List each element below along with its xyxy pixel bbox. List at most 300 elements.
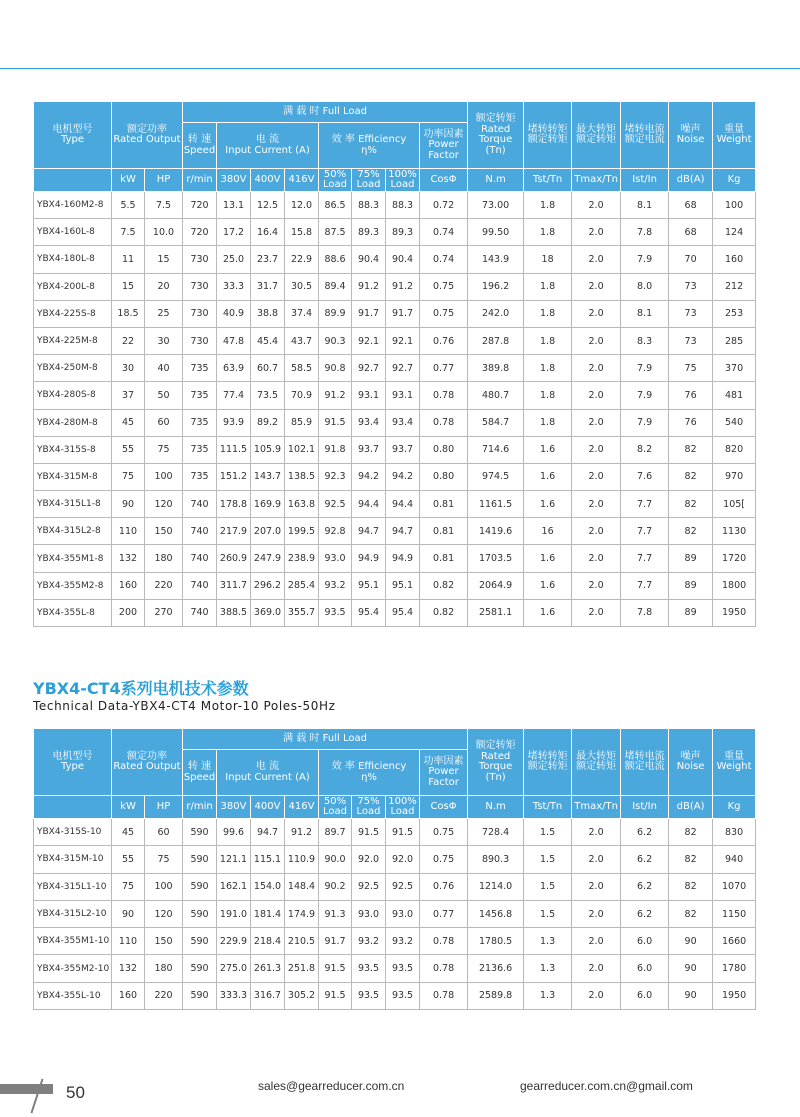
cell-model: YBX4-315M-10	[34, 846, 112, 873]
table-cell: 735	[183, 436, 217, 463]
cell-model: YBX4-355M2-8	[34, 572, 112, 599]
table-cell: 8.2	[621, 436, 669, 463]
table-cell: 590	[183, 819, 217, 846]
cell-model: YBX4-315S-8	[34, 436, 112, 463]
unit-hp: HP	[145, 169, 183, 192]
table-cell: 18.5	[112, 300, 145, 327]
table-cell: 2.0	[572, 382, 621, 409]
table-cell: 1950	[713, 982, 756, 1009]
unit-nm: N.m	[468, 796, 524, 819]
table-cell: 1800	[713, 572, 756, 599]
table-cell: 181.4	[251, 900, 285, 927]
table-cell: 89.7	[319, 819, 352, 846]
table-cell: 91.2	[285, 819, 319, 846]
table-cell: 94.2	[386, 463, 420, 490]
table-cell: 30.5	[285, 273, 319, 300]
table-cell: 73.5	[251, 382, 285, 409]
table-cell: 105[	[713, 491, 756, 518]
table-cell: 0.81	[420, 545, 468, 572]
table-cell: 0.77	[420, 900, 468, 927]
table-cell: 31.7	[251, 273, 285, 300]
table-cell: 180	[145, 955, 183, 982]
table-cell: 120	[145, 900, 183, 927]
table-cell: 199.5	[285, 518, 319, 545]
table-cell: 94.9	[386, 545, 420, 572]
header-max-torque: 最大转矩 额定转矩	[572, 729, 621, 796]
unit-ist: Ist/In	[621, 796, 669, 819]
table-cell: 95.1	[352, 572, 386, 599]
table-cell: 93.4	[352, 409, 386, 436]
table-cell: 2.0	[572, 819, 621, 846]
table-cell: 93.7	[386, 436, 420, 463]
table-row	[34, 192, 756, 219]
table-row	[34, 382, 756, 409]
table-cell: 2.0	[572, 873, 621, 900]
footer-bar	[0, 1084, 53, 1094]
table-cell: 1.8	[524, 219, 572, 246]
table-cell: 40	[145, 355, 183, 382]
table-cell: 0.82	[420, 572, 468, 599]
table-cell: 93.0	[352, 900, 386, 927]
table-cell: 70.9	[285, 382, 319, 409]
table-cell: 92.1	[352, 327, 386, 354]
table-cell: 220	[145, 982, 183, 1009]
table-cell: 68	[669, 192, 713, 219]
table-cell: 2.0	[572, 846, 621, 873]
table-cell: 75	[112, 463, 145, 490]
table-row	[34, 873, 756, 900]
table-cell: 88.3	[352, 192, 386, 219]
table-cell: 110.9	[285, 846, 319, 873]
unit-cos: CosΦ	[420, 169, 468, 192]
cell-model: YBX4-315L1-8	[34, 491, 112, 518]
table-cell: 8.0	[621, 273, 669, 300]
table-cell: 73.00	[468, 192, 524, 219]
header-rated-output: 额定功率 Rated Output	[112, 729, 183, 796]
unit-eff-75: 75% Load	[352, 169, 386, 192]
header-model: 电机型号 Type	[34, 729, 112, 796]
table-cell: 1.6	[524, 599, 572, 626]
table-cell: 100	[145, 463, 183, 490]
table-cell: 0.80	[420, 463, 468, 490]
table-cell: 90.8	[319, 355, 352, 382]
table-cell: 89	[669, 572, 713, 599]
table-cell: 11	[112, 246, 145, 273]
table-cell: 91.3	[319, 900, 352, 927]
cell-model: YBX4-355M1-8	[34, 545, 112, 572]
table-cell: 1.3	[524, 982, 572, 1009]
cell-model: YBX4-225M-8	[34, 327, 112, 354]
table-cell: 93.2	[319, 572, 352, 599]
table-cell: 2.0	[572, 491, 621, 518]
table-row	[34, 572, 756, 599]
table-cell: 2.0	[572, 409, 621, 436]
table-cell: 86.5	[319, 192, 352, 219]
table-cell: 1720	[713, 545, 756, 572]
table-cell: 178.8	[217, 491, 251, 518]
table-cell: 481	[713, 382, 756, 409]
table-cell: 15	[112, 273, 145, 300]
table-row	[34, 955, 756, 982]
table-cell: 90.3	[319, 327, 352, 354]
table-cell: 1.3	[524, 955, 572, 982]
header-speed: 转 速 Speed	[183, 750, 217, 796]
table-cell: 2.0	[572, 273, 621, 300]
table-cell: 590	[183, 873, 217, 900]
table-cell: 92.7	[352, 355, 386, 382]
table-cell: 94.2	[352, 463, 386, 490]
table-cell: 820	[713, 436, 756, 463]
table-cell: 94.9	[352, 545, 386, 572]
table-cell: 93.9	[217, 409, 251, 436]
table-cell: 0.78	[420, 982, 468, 1009]
table-cell: 169.9	[251, 491, 285, 518]
header-locked-torque: 堵转转矩 额定转矩	[524, 102, 572, 169]
table-cell: 370	[713, 355, 756, 382]
cell-model: YBX4-355L-8	[34, 599, 112, 626]
table-row	[34, 599, 756, 626]
table-cell: 30	[112, 355, 145, 382]
table-cell: 93.7	[352, 436, 386, 463]
table-cell: 20	[145, 273, 183, 300]
table-cell: 207.0	[251, 518, 285, 545]
table-cell: 730	[183, 273, 217, 300]
table-cell: 2.0	[572, 572, 621, 599]
table-row	[34, 409, 756, 436]
table-cell: 0.81	[420, 491, 468, 518]
table-cell: 45.4	[251, 327, 285, 354]
table-cell: 2064.9	[468, 572, 524, 599]
table-cell: 93.1	[386, 382, 420, 409]
table-cell: 2.0	[572, 928, 621, 955]
table-cell: 730	[183, 327, 217, 354]
table-cell: 92.3	[319, 463, 352, 490]
table-cell: 22	[112, 327, 145, 354]
table-cell: 95.4	[352, 599, 386, 626]
unit-ist: Ist/In	[621, 169, 669, 192]
table-row	[34, 545, 756, 572]
table-cell: 389.8	[468, 355, 524, 382]
table-cell: 91.5	[386, 819, 420, 846]
table-cell: 82	[669, 819, 713, 846]
table-cell: 735	[183, 355, 217, 382]
header-input-current: 电 流 Input Current (A)	[217, 123, 319, 169]
header-max-torque: 最大转矩 额定转矩	[572, 102, 621, 169]
unit-eff-100: 100% Load	[386, 796, 420, 819]
unit-kw: kW	[112, 169, 145, 192]
table-row	[34, 219, 756, 246]
table-cell: 7.5	[145, 192, 183, 219]
table-cell: 132	[112, 955, 145, 982]
table-cell: 8.3	[621, 327, 669, 354]
cell-model: YBX4-315L2-8	[34, 518, 112, 545]
unit-dba: dB(A)	[669, 796, 713, 819]
table-cell: 100	[145, 873, 183, 900]
table-cell: 8.1	[621, 300, 669, 327]
table-cell: 92.5	[319, 491, 352, 518]
table-cell: 110	[112, 518, 145, 545]
table-cell: 0.74	[420, 219, 468, 246]
table-cell: 94.7	[352, 518, 386, 545]
table-cell: 92.0	[386, 846, 420, 873]
table-cell: 1.8	[524, 409, 572, 436]
header-locked-current: 堵转电流 额定电流	[621, 729, 669, 796]
table-cell: 30	[145, 327, 183, 354]
table-row	[34, 436, 756, 463]
table-row	[34, 327, 756, 354]
table-cell: 1.8	[524, 355, 572, 382]
table-cell: 90.0	[319, 846, 352, 873]
table-cell: 1.6	[524, 572, 572, 599]
unit-tst: Tst/Tn	[524, 796, 572, 819]
table-cell: 180	[145, 545, 183, 572]
table-cell: 0.76	[420, 873, 468, 900]
table-cell: 210.5	[285, 928, 319, 955]
cell-model: YBX4-250M-8	[34, 355, 112, 382]
table-cell: 90	[669, 955, 713, 982]
spec-table-8-poles	[33, 101, 756, 627]
section-subtitle: Technical Data-YBX4-CT4 Motor-10 Poles-50Hz	[33, 699, 336, 713]
table-cell: 110	[112, 928, 145, 955]
table-cell: 43.7	[285, 327, 319, 354]
table-cell: 17.2	[217, 219, 251, 246]
table-cell: 73	[669, 300, 713, 327]
header-rated-output: 额定功率 Rated Output	[112, 102, 183, 169]
table-cell: 68	[669, 219, 713, 246]
table-cell: 2581.1	[468, 599, 524, 626]
header-input-current: 电 流 Input Current (A)	[217, 750, 319, 796]
table-cell: 45	[112, 819, 145, 846]
header-weight: 重量 Weight	[713, 102, 756, 169]
table-cell: 730	[183, 300, 217, 327]
table-cell: 93.5	[319, 599, 352, 626]
footer-email-sales[interactable]: sales@gearreducer.com.cn	[258, 1079, 405, 1093]
table-cell: 1950	[713, 599, 756, 626]
cell-model: YBX4-315L1-10	[34, 873, 112, 900]
table-cell: 143.7	[251, 463, 285, 490]
header-noise: 噪声 Noise	[669, 729, 713, 796]
table-row	[34, 273, 756, 300]
table-cell: 15	[145, 246, 183, 273]
table-cell: 6.2	[621, 819, 669, 846]
table-cell: 73	[669, 327, 713, 354]
table-cell: 124	[713, 219, 756, 246]
table-cell: 143.9	[468, 246, 524, 273]
table-cell: 154.0	[251, 873, 285, 900]
table-cell: 2.0	[572, 518, 621, 545]
table-cell: 93.5	[386, 982, 420, 1009]
cell-model: YBX4-160M2-8	[34, 192, 112, 219]
table-cell: 160	[112, 572, 145, 599]
table-cell: 0.75	[420, 300, 468, 327]
table-cell: 1780.5	[468, 928, 524, 955]
footer-email-gmail[interactable]: gearreducer.com.cn@gmail.com	[520, 1079, 693, 1093]
table-cell: 93.5	[352, 982, 386, 1009]
table-cell: 88.6	[319, 246, 352, 273]
table-cell: 2.0	[572, 300, 621, 327]
unit-kw: kW	[112, 796, 145, 819]
table-cell: 2.0	[572, 246, 621, 273]
table-row	[34, 355, 756, 382]
table-cell: 735	[183, 463, 217, 490]
table-cell: 2.0	[572, 955, 621, 982]
table-cell: 89.3	[386, 219, 420, 246]
table-cell: 150	[145, 518, 183, 545]
unit-tmax: Tmax/Tn	[572, 796, 621, 819]
unit-eff-50: 50% Load	[319, 169, 352, 192]
table-cell: 285.4	[285, 572, 319, 599]
table-cell: 60	[145, 819, 183, 846]
table-cell: 93.5	[352, 955, 386, 982]
table-cell: 8.1	[621, 192, 669, 219]
cell-model: YBX4-315S-10	[34, 819, 112, 846]
table-cell: 73	[669, 273, 713, 300]
table-cell: 1161.5	[468, 491, 524, 518]
table-cell: 6.0	[621, 928, 669, 955]
table-cell: 7.5	[112, 219, 145, 246]
unit-dba: dB(A)	[669, 169, 713, 192]
table-cell: 162.1	[217, 873, 251, 900]
table-cell: 251.8	[285, 955, 319, 982]
table-cell: 55	[112, 436, 145, 463]
table-cell: 1150	[713, 900, 756, 927]
table-cell: 25	[145, 300, 183, 327]
table-cell: 0.76	[420, 327, 468, 354]
table-cell: 99.6	[217, 819, 251, 846]
table-cell: 38.8	[251, 300, 285, 327]
table-row	[34, 463, 756, 490]
table-cell: 1.8	[524, 327, 572, 354]
table-cell: 890.3	[468, 846, 524, 873]
table-cell: 77.4	[217, 382, 251, 409]
table-cell: 33.3	[217, 273, 251, 300]
table-cell: 95.1	[386, 572, 420, 599]
unit-eff-100: 100% Load	[386, 169, 420, 192]
table-cell: 60.7	[251, 355, 285, 382]
table-cell: 7.7	[621, 572, 669, 599]
table-cell: 0.82	[420, 599, 468, 626]
table-cell: 1.5	[524, 900, 572, 927]
table-cell: 388.5	[217, 599, 251, 626]
table-cell: 238.9	[285, 545, 319, 572]
table-cell: 92.5	[386, 873, 420, 900]
table-cell: 296.2	[251, 572, 285, 599]
table-cell: 1419.6	[468, 518, 524, 545]
table-cell: 91.2	[386, 273, 420, 300]
table-cell: 316.7	[251, 982, 285, 1009]
table-cell: 287.8	[468, 327, 524, 354]
table-cell: 37	[112, 382, 145, 409]
table-cell: 730	[183, 246, 217, 273]
table-cell: 160	[713, 246, 756, 273]
table-cell: 23.7	[251, 246, 285, 273]
table-cell: 82	[669, 518, 713, 545]
table-cell: 163.8	[285, 491, 319, 518]
table-cell: 121.1	[217, 846, 251, 873]
table-cell: 191.0	[217, 900, 251, 927]
table-cell: 91.5	[319, 409, 352, 436]
table-cell: 75	[145, 846, 183, 873]
table-cell: 89.2	[251, 409, 285, 436]
unit-kg: Kg	[713, 796, 756, 819]
table-cell: 6.2	[621, 900, 669, 927]
table-row	[34, 846, 756, 873]
table-cell: 740	[183, 572, 217, 599]
table-cell: 7.9	[621, 409, 669, 436]
table-cell: 75	[112, 873, 145, 900]
table-cell: 740	[183, 599, 217, 626]
table-cell: 217.9	[217, 518, 251, 545]
table-cell: 91.8	[319, 436, 352, 463]
header-noise: 噪声 Noise	[669, 102, 713, 169]
table-cell: 0.80	[420, 436, 468, 463]
table-cell: 2.0	[572, 900, 621, 927]
table-cell: 94.4	[352, 491, 386, 518]
cell-model: YBX4-355L-10	[34, 982, 112, 1009]
table-cell: 95.4	[386, 599, 420, 626]
table-cell: 115.1	[251, 846, 285, 873]
table-cell: 91.7	[386, 300, 420, 327]
table-cell: 7.9	[621, 382, 669, 409]
header-locked-current: 堵转电流 额定电流	[621, 102, 669, 169]
table-cell: 99.50	[468, 219, 524, 246]
table-cell: 91.5	[319, 955, 352, 982]
table-cell: 92.7	[386, 355, 420, 382]
table-cell: 253	[713, 300, 756, 327]
table-cell: 740	[183, 545, 217, 572]
table-cell: 91.5	[352, 819, 386, 846]
table-cell: 1.8	[524, 273, 572, 300]
unit-kg: Kg	[713, 169, 756, 192]
cell-model: YBX4-315M-8	[34, 463, 112, 490]
table-row	[34, 491, 756, 518]
table-cell: 2136.6	[468, 955, 524, 982]
table-cell: 369.0	[251, 599, 285, 626]
table-cell: 87.5	[319, 219, 352, 246]
table-cell: 70	[669, 246, 713, 273]
table-cell: 90.2	[319, 873, 352, 900]
table-cell: 2.0	[572, 436, 621, 463]
header-model: 电机型号 Type	[34, 102, 112, 169]
table-cell: 82	[669, 491, 713, 518]
table-cell: 63.9	[217, 355, 251, 382]
table-cell: 2.0	[572, 192, 621, 219]
table-cell: 714.6	[468, 436, 524, 463]
table-cell: 212	[713, 273, 756, 300]
table-cell: 2.0	[572, 355, 621, 382]
table-cell: 740	[183, 491, 217, 518]
table-cell: 6.0	[621, 982, 669, 1009]
table-cell: 40.9	[217, 300, 251, 327]
table-cell: 89.3	[352, 219, 386, 246]
table-cell: 105.9	[251, 436, 285, 463]
table-cell: 7.9	[621, 246, 669, 273]
table-cell: 590	[183, 928, 217, 955]
table-cell: 0.75	[420, 846, 468, 873]
table-cell: 2.0	[572, 982, 621, 1009]
table-cell: 6.2	[621, 873, 669, 900]
table-cell: 138.5	[285, 463, 319, 490]
table-row	[34, 246, 756, 273]
table-cell: 1130	[713, 518, 756, 545]
section-title: YBX4-CT4系列电机技术参数	[33, 679, 249, 698]
header-efficiency: 效 率 Efficiency η%	[319, 750, 420, 796]
table-cell: 735	[183, 382, 217, 409]
table-cell: 2.0	[572, 463, 621, 490]
table-cell: 91.7	[352, 300, 386, 327]
table-cell: 90.4	[386, 246, 420, 273]
table-cell: 90	[669, 982, 713, 1009]
